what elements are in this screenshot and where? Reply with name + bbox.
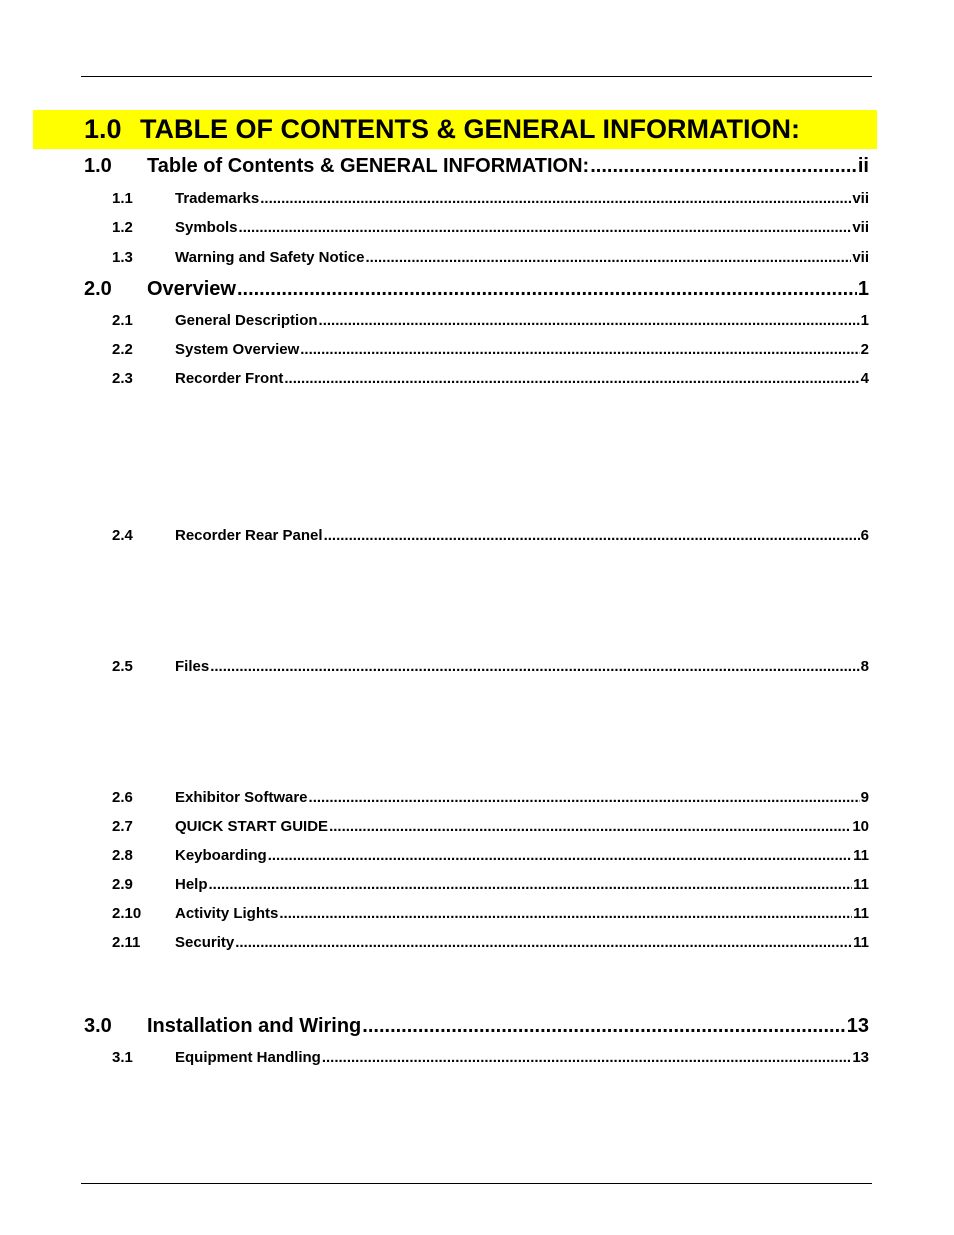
toc-page: 1 [857,278,869,300]
toc-entry-2-3[interactable] [112,369,869,388]
toc-title: Trademarks [175,190,260,207]
toc-number: 2.4 [112,527,133,544]
toc-number: 2.9 [112,876,133,893]
toc-number: 1.0 [84,155,112,177]
toc-title: Symbols [175,219,238,236]
toc-title: Exhibitor Software [175,789,308,806]
toc-entry-2-8[interactable] [112,846,869,865]
toc-title: Keyboarding [175,847,267,864]
toc-entry-1-1[interactable] [112,189,869,208]
toc-number: 2.5 [112,658,133,675]
toc-page: 11 [853,905,869,922]
toc-leader [268,846,852,865]
toc-page: ii [857,155,869,177]
toc-title: Files [175,658,210,675]
toc-page: vii [852,219,869,236]
toc-page: 1 [860,312,869,329]
toc-entry-2-9[interactable] [112,875,869,894]
toc-entry-2-1[interactable] [112,311,869,330]
toc-leader [237,277,857,301]
toc-leader [235,933,852,952]
toc-number: 2.7 [112,818,133,835]
section-heading-number: 1.0 [84,114,122,144]
toc-title: Security [175,934,235,951]
toc-entry-2-4[interactable] [112,526,869,545]
toc-title: Recorder Rear Panel [175,527,323,544]
toc-title: QUICK START GUIDE [175,818,329,835]
toc-entry-1-0[interactable] [84,154,869,178]
toc-page: vii [852,190,869,207]
toc-page: 4 [860,370,869,387]
toc-number: 1.1 [112,190,133,207]
toc-leader [279,904,852,923]
toc-page: 11 [853,934,869,951]
toc-title: Warning and Safety Notice [175,249,365,266]
toc-leader [300,340,859,359]
toc-number: 2.0 [84,278,112,300]
section-heading [84,112,800,146]
toc-title: General Description [175,312,318,329]
header-rule [81,76,872,77]
toc-number: 2.10 [112,905,142,922]
toc-page: 10 [852,818,869,835]
toc-leader [590,154,857,178]
toc-entry-2-5[interactable] [112,657,869,676]
toc-page: 6 [860,527,869,544]
toc-title: Activity Lights [175,905,279,922]
toc-entry-2-7[interactable] [112,817,869,836]
toc-page: 11 [853,876,869,893]
toc-entry-2-6[interactable] [112,788,869,807]
toc-number: 2.1 [112,312,133,329]
toc-number: 2.11 [112,934,141,951]
toc-leader [322,1048,851,1067]
toc-number: 3.0 [84,1015,112,1037]
toc-title: Installation and Wiring [147,1015,362,1037]
toc-title: Help [175,876,208,893]
toc-leader [239,218,852,237]
toc-page: 13 [852,1049,869,1066]
toc-page: 11 [853,847,869,864]
footer-rule [81,1183,872,1184]
toc-entry-2-2[interactable] [112,340,869,359]
toc-number: 2.6 [112,789,133,806]
toc-leader [209,875,853,894]
toc-number: 2.3 [112,370,133,387]
toc-leader [319,311,860,330]
toc-entry-3-0[interactable] [84,1014,869,1038]
toc-entry-1-3[interactable] [112,248,869,267]
toc-page: 8 [860,658,869,675]
toc-entry-1-2[interactable] [112,218,869,237]
toc-title: Table of Contents & GENERAL INFORMATION: [147,155,590,177]
toc-page: 13 [846,1015,869,1037]
toc-leader [329,817,851,836]
toc-number: 1.2 [112,219,133,236]
toc-leader [284,369,859,388]
toc-leader [309,788,860,807]
toc-number: 2.8 [112,847,133,864]
toc-page: 9 [860,789,869,806]
toc-leader [365,248,851,267]
toc-number: 1.3 [112,249,133,266]
toc-page: vii [852,249,869,266]
toc-entry-2-11[interactable] [112,933,869,952]
toc-entry-2-10[interactable] [112,904,869,923]
toc-number: 2.2 [112,341,133,358]
toc-leader [260,189,851,208]
toc-title: Equipment Handling [175,1049,321,1066]
toc-leader [324,526,860,545]
toc-entry-3-1[interactable] [112,1048,869,1067]
toc-page: 2 [860,341,869,358]
toc-leader [210,657,859,676]
toc-leader [362,1014,845,1038]
toc-title: Overview [147,278,236,300]
section-heading-title: TABLE OF CONTENTS & GENERAL INFORMATION: [140,114,800,144]
toc-number: 3.1 [112,1049,133,1066]
toc-entry-2-0[interactable] [84,277,869,301]
toc-title: Recorder Front [175,370,284,387]
toc-title: System Overview [175,341,300,358]
